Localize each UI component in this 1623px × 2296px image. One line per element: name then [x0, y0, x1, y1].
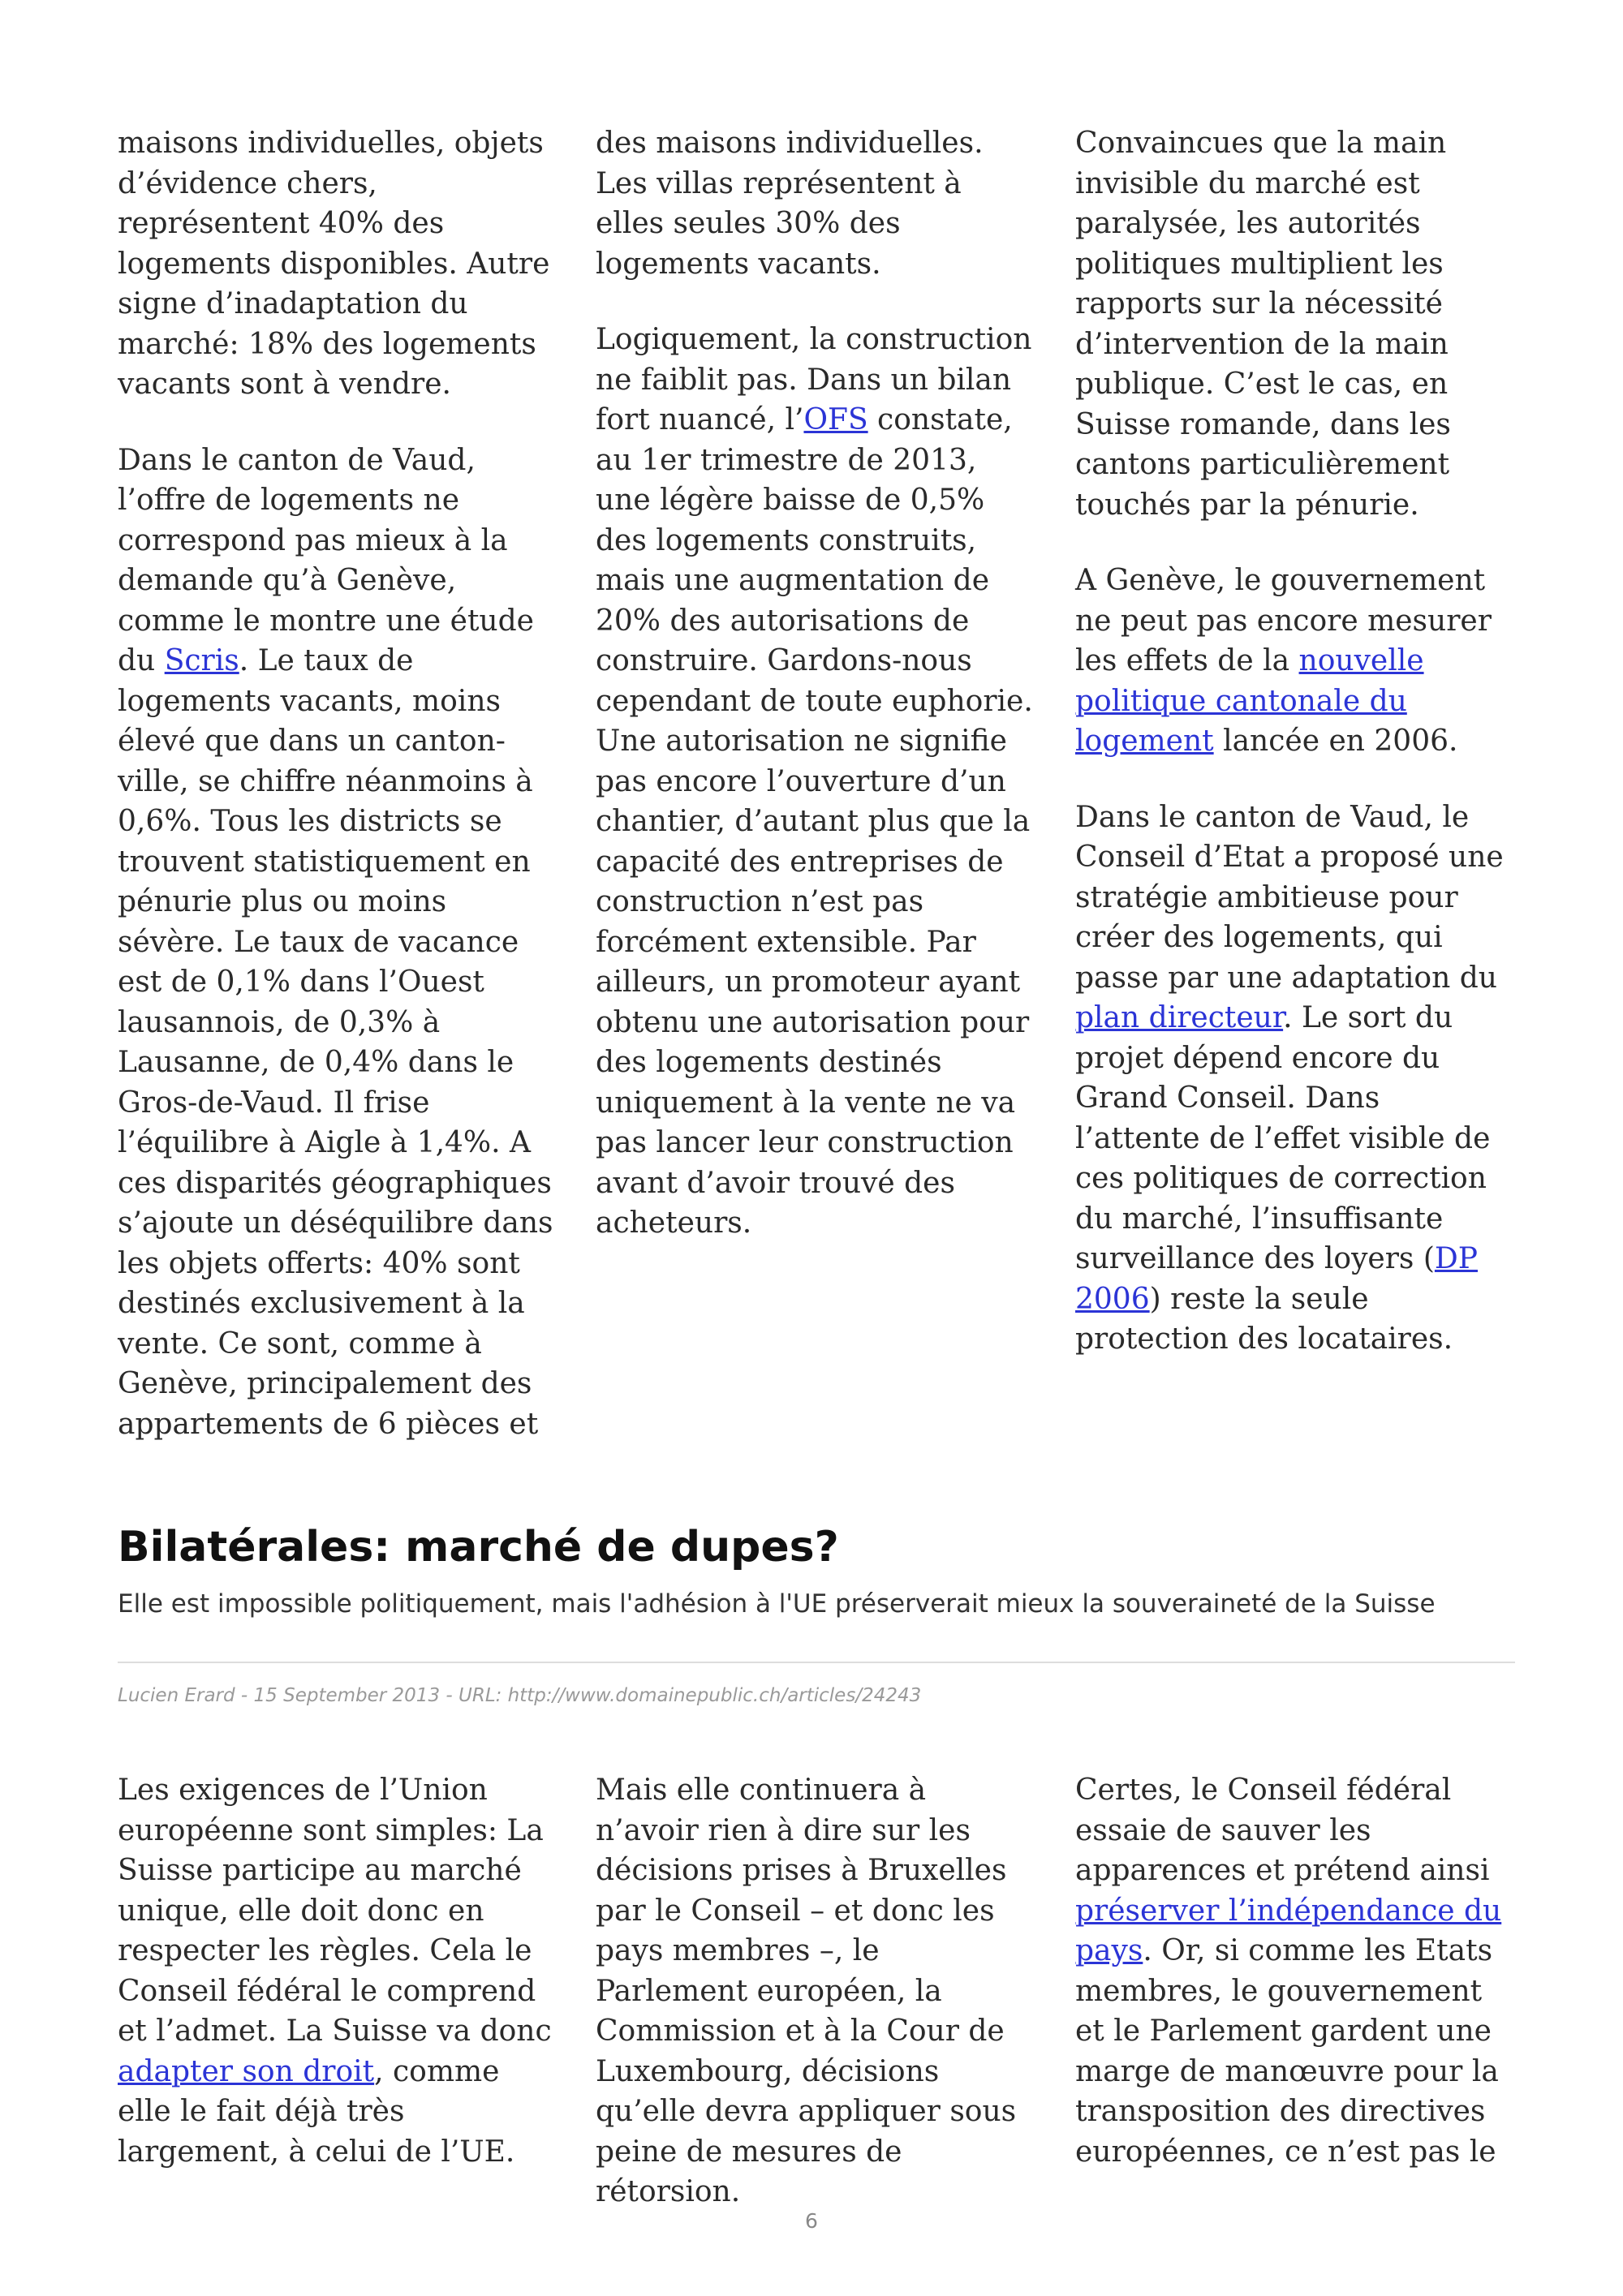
- article1-col1-paragraph: maisons individuelles, objets d’évidence chers, représentent 40% des logements disponibles. Autre signe d’inadaptation du marché: 18% des logements vacants sont à vendre.: [118, 127, 550, 401]
- article2-column-2: [596, 1770, 1034, 2212]
- article1-col2-paragraph: des maisons individuelles. Les villas représentent à elles seules 30% des logements vacants.: [596, 127, 984, 281]
- article-byline: Lucien Erard - 15 September 2013 - URL: http://www.domainepublic.ch/articles/24243: [118, 1685, 922, 1706]
- article1-column-2: [596, 123, 1034, 1244]
- article1-col3-paragraph: Convaincues que la main invisible du marché est paralysée, les autorités politiques multiplient les rapports sur la nécessité d’intervention de la main publique. C’est le cas, en Suisse romande, dans les cantons particulièrement touchés par la pénurie.: [1075, 127, 1451, 522]
- article1-column-3: [1075, 123, 1513, 1360]
- article-subtitle: Elle est impossible politiquement, mais l'adhésion à l'UE préserverait mieux la souveraineté de la Suisse: [118, 1589, 1436, 1619]
- page-number: 6: [805, 2209, 818, 2233]
- article-title: Bilatérales: marché de dupes?: [118, 1523, 839, 1572]
- article2-col1-paragraph: Les exigences de l’Union européenne sont simples: La Suisse participe au marché unique, elle doit donc en respecter les règles. Cela le Conseil fédéral le comprend et l’admet. La Suisse va donc adapter son droit, comme elle le fait déjà très largement, à celui de l’UE.: [118, 1774, 552, 2169]
- dp-2006-link[interactable]: DP 2006: [1075, 1242, 1478, 1316]
- plan-directeur-link[interactable]: plan directeur: [1075, 1001, 1284, 1034]
- article2-col3-paragraph: Certes, le Conseil fédéral essaie de sauver les apparences et prétend ainsi préserver l’indépendance du pays. Or, si comme les Etats membres, le gouvernement et le Parlement gardent une marge de manœuvre pour la transposition des directives européennes, ce n’est pas le: [1075, 1774, 1502, 2169]
- adapter-son-droit-link[interactable]: adapter son droit: [118, 2054, 375, 2088]
- article1-column-1: [118, 123, 556, 1444]
- article1-col3-paragraph: A Genève, le gouvernement ne peut pas encore mesurer les effets de la nouvelle politique cantonale du logement lancée en 2006.: [1075, 564, 1492, 758]
- independence-link[interactable]: préserver l’indépendance du pays: [1075, 1894, 1502, 1967]
- article1-col1-paragraph: Dans le canton de Vaud, l’offre de logements ne correspond pas mieux à la demande qu’à Genève, comme le montre une étude du Scris. Le taux de logements vacants, moins élevé que dans un canton-ville, se chiffre néanmoins à 0,6%. Tous les districts se trouvent statistiquement en pénurie plus ou moins sévère. Le taux de vacance est de 0,1% dans l’Ouest lausannois, de 0,3% à Lausanne, de 0,4% dans le Gros-de-Vaud. Il frise l’équilibre à Aigle à 1,4%. A ces disparités géographiques s’ajoute un déséquilibre dans les objets offerts: 40% sont destinés exclusivement à la vente. Ce sont, comme à Genève, principalement des appartements de 6 pièces et: [118, 443, 553, 1441]
- ofs-link[interactable]: OFS: [803, 403, 868, 436]
- article2-column-3: [1075, 1770, 1513, 2172]
- housing-policy-link[interactable]: nouvelle politique cantonale du logement: [1075, 644, 1424, 758]
- article1-col3-paragraph: Dans le canton de Vaud, le Conseil d’Etat a proposé une stratégie ambitieuse pour créer des logements, qui passe par une adaptation du plan directeur. Le sort du projet dépend encore du Grand Conseil. Dans l’attente de l’effet visible de ces politiques de correction du marché, l’insuffisante surveillance des loyers (DP 2006) reste la seule protection des locataires.: [1075, 800, 1504, 1356]
- article2-col2-paragraph: Mais elle continuera à n’avoir rien à dire sur les décisions prises à Bruxelles par le Conseil – et donc les pays membres –, le Parlement européen, la Commission et à la Cour de Luxembourg, décisions qu’elle devra appliquer sous peine de mesures de rétorsion.: [596, 1774, 1017, 2208]
- scris-link[interactable]: Scris: [164, 644, 239, 677]
- article2-column-1: [118, 1770, 556, 2172]
- header-divider: [118, 1662, 1515, 1663]
- article1-col2-paragraph: Logiquement, la construction ne faiblit pas. Dans un bilan fort nuancé, l’OFS constate, au 1er trimestre de 2013, une légère baisse de 0,5% des logements construits, mais une augmentation de 20% des autorisations de construire. Gardons-nous cependant de toute euphorie. Une autorisation ne signifie pas encore l’ouverture d’un chantier, d’autant plus que la capacité des entreprises de construction n’est pas forcément extensible. Par ailleurs, un promoteur ayant obtenu une autorisation pour des logements destinés uniquement à la vente ne va pas lancer leur construction avant d’avoir trouvé des acheteurs.: [596, 323, 1033, 1240]
